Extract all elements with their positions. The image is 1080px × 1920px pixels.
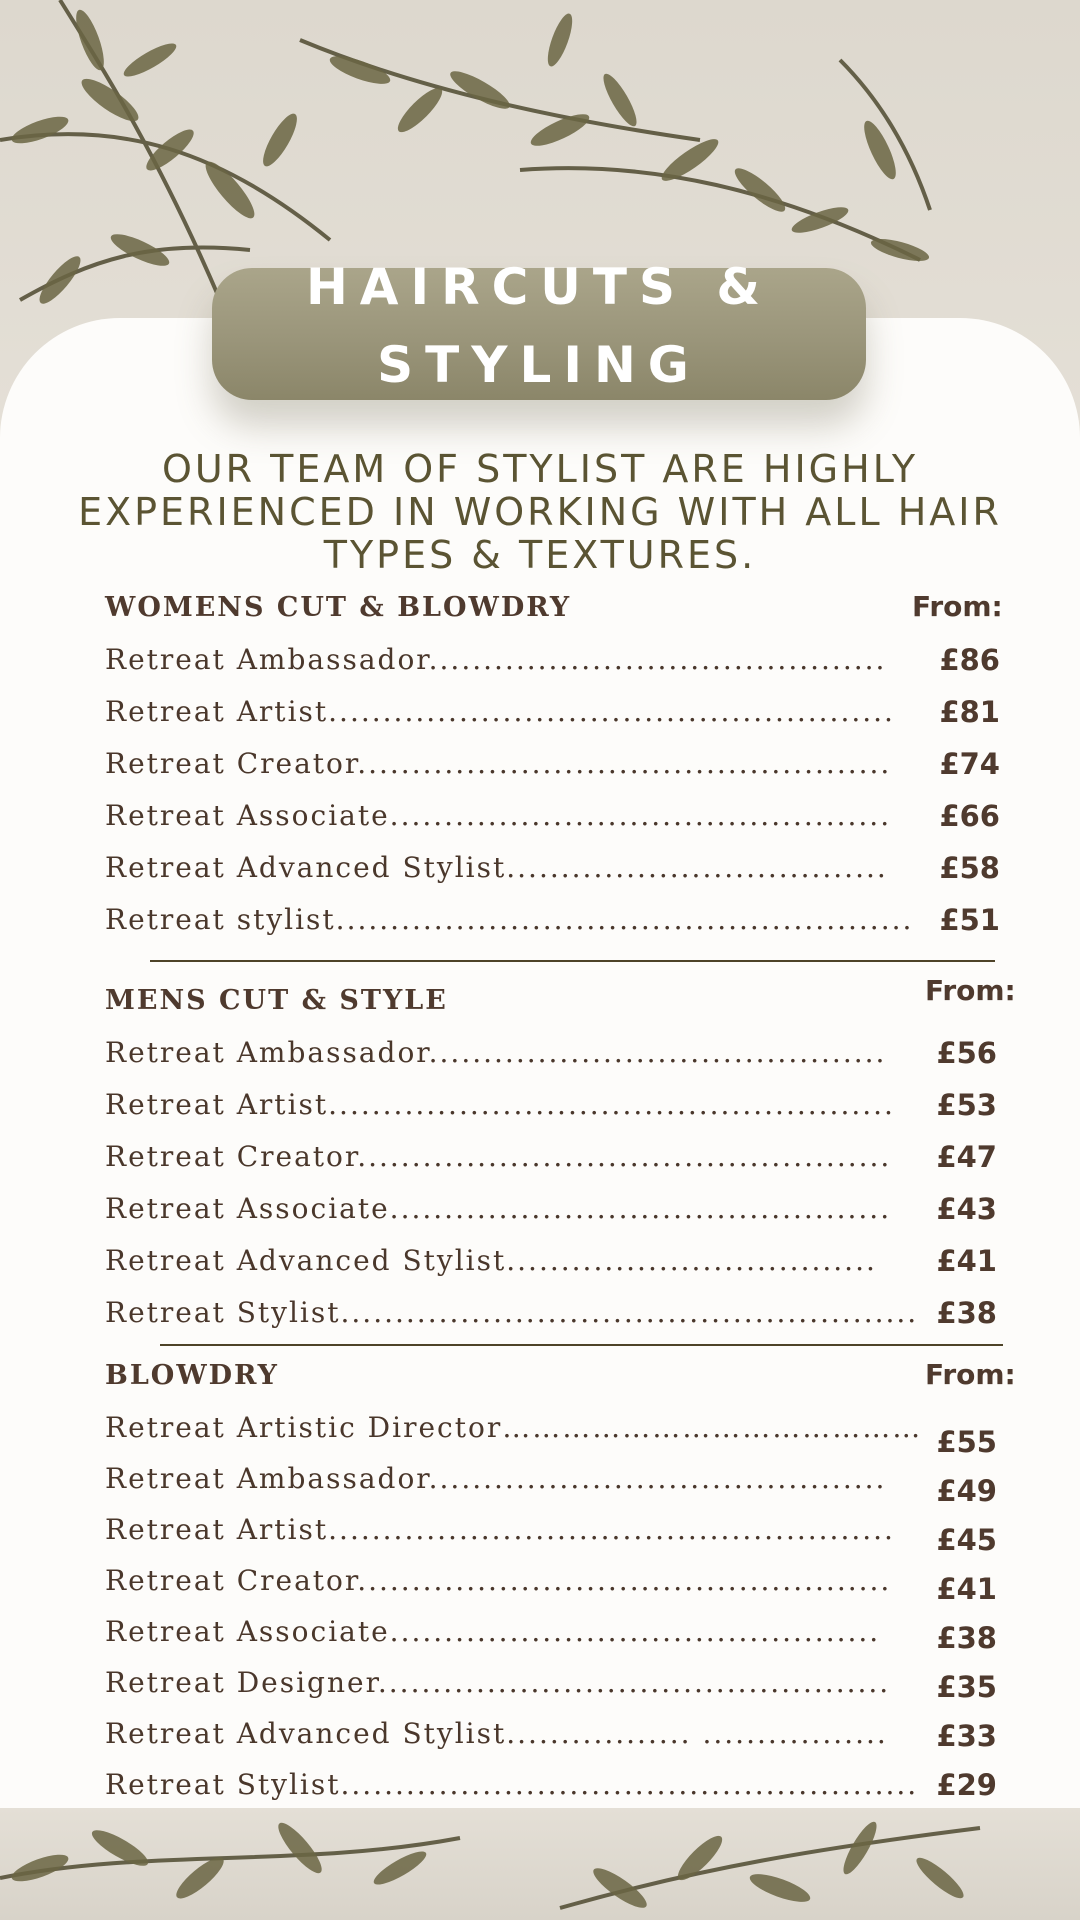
price-row bbox=[105, 640, 1005, 680]
price-row bbox=[105, 1033, 1005, 1073]
price-row bbox=[105, 1459, 1005, 1508]
service-price: £33 bbox=[936, 1719, 997, 1753]
service-price: £66 bbox=[939, 799, 1000, 833]
price-row bbox=[105, 1408, 1005, 1459]
intro-text: OUR TEAM OF STYLIST ARE HIGHLY EXPERIENCED IN WORKING WITH ALL HAIR TYPES & TEXTURES. bbox=[78, 447, 1002, 577]
service-price: £35 bbox=[936, 1670, 997, 1704]
service-name: Retreat Designer............................................... bbox=[105, 1666, 891, 1699]
service-price: £41 bbox=[936, 1244, 997, 1278]
price-row bbox=[105, 900, 1005, 940]
service-name: Retreat Artist.................................................... bbox=[105, 1088, 895, 1121]
title-banner bbox=[212, 258, 866, 400]
price-row bbox=[105, 1714, 1005, 1754]
price-row bbox=[105, 1510, 1005, 1557]
service-price: £81 bbox=[939, 695, 1000, 729]
service-name: Retreat Ambassador.......................................... bbox=[105, 643, 887, 676]
service-price: £74 bbox=[939, 747, 1000, 781]
price-row bbox=[105, 744, 1005, 784]
service-price: £51 bbox=[939, 903, 1000, 937]
service-price: £41 bbox=[936, 1572, 997, 1606]
price-row bbox=[105, 1189, 1005, 1229]
from-label: From: bbox=[925, 974, 1016, 1007]
price-row bbox=[105, 1137, 1005, 1177]
service-price: £45 bbox=[936, 1523, 997, 1557]
price-row bbox=[105, 1765, 1005, 1805]
service-price: £38 bbox=[936, 1296, 997, 1330]
service-name: Retreat Creator................................................. bbox=[105, 1564, 892, 1597]
price-row bbox=[105, 848, 1005, 888]
service-price: £43 bbox=[936, 1192, 997, 1226]
from-label: From: bbox=[912, 590, 1003, 623]
section-title-mens: MENS CUT & STYLE bbox=[105, 985, 448, 1016]
service-name: Retreat Associate............................................. bbox=[105, 1615, 881, 1648]
service-price: £58 bbox=[939, 851, 1000, 885]
foliage-background-bottom bbox=[0, 1808, 1080, 1920]
page-title-line1: HAIRCUTS & bbox=[305, 258, 773, 316]
service-name: Retreat Advanced Stylist.................................. bbox=[105, 1244, 877, 1277]
service-name: Retreat Advanced Stylist................. ................. bbox=[105, 1717, 888, 1750]
service-name: Retreat Artist.................................................... bbox=[105, 1513, 895, 1546]
service-name: Retreat Ambassador.......................................... bbox=[105, 1036, 887, 1069]
service-name: Retreat Artistic Director…………………………………… bbox=[105, 1411, 923, 1444]
olive-branch-illustration-bottom bbox=[0, 1808, 1080, 1920]
service-name: Retreat Stylist..................................................... bbox=[105, 1296, 919, 1329]
page-title-line2: STYLING bbox=[377, 336, 701, 394]
service-name: Retreat Creator................................................. bbox=[105, 1140, 892, 1173]
service-name: Retreat Ambassador.......................................... bbox=[105, 1462, 887, 1495]
price-row bbox=[105, 1612, 1005, 1655]
service-name: Retreat Associate.............................................. bbox=[105, 799, 892, 832]
service-name: Retreat Advanced Stylist................................... bbox=[105, 851, 888, 884]
service-name: Retreat Artist.................................................... bbox=[105, 695, 895, 728]
service-name: Retreat Stylist..................................................... bbox=[105, 1768, 919, 1801]
service-price: £49 bbox=[936, 1474, 997, 1508]
service-price: £53 bbox=[936, 1088, 997, 1122]
service-name: Retreat Associate.............................................. bbox=[105, 1192, 892, 1225]
section-title-womens: WOMENS CUT & BLOWDRY bbox=[105, 592, 572, 623]
service-price: £38 bbox=[936, 1621, 997, 1655]
price-row bbox=[105, 1241, 1005, 1281]
price-row bbox=[105, 1085, 1005, 1125]
section-divider bbox=[160, 1344, 1003, 1346]
service-name: Retreat stylist..................................................... bbox=[105, 903, 914, 936]
service-name: Retreat Creator................................................. bbox=[105, 747, 892, 780]
price-row bbox=[105, 796, 1005, 836]
section-title-blowdry: BLOWDRY bbox=[105, 1360, 279, 1391]
service-price: £56 bbox=[936, 1036, 997, 1070]
service-price: £86 bbox=[939, 643, 1000, 677]
service-price: £55 bbox=[936, 1425, 997, 1459]
price-row bbox=[105, 1293, 1005, 1333]
section-divider bbox=[150, 960, 995, 962]
service-price: £29 bbox=[936, 1768, 997, 1802]
price-row bbox=[105, 1561, 1005, 1606]
service-price: £47 bbox=[936, 1140, 997, 1174]
from-label: From: bbox=[925, 1358, 1016, 1391]
price-row bbox=[105, 1663, 1005, 1703]
price-row bbox=[105, 692, 1005, 732]
